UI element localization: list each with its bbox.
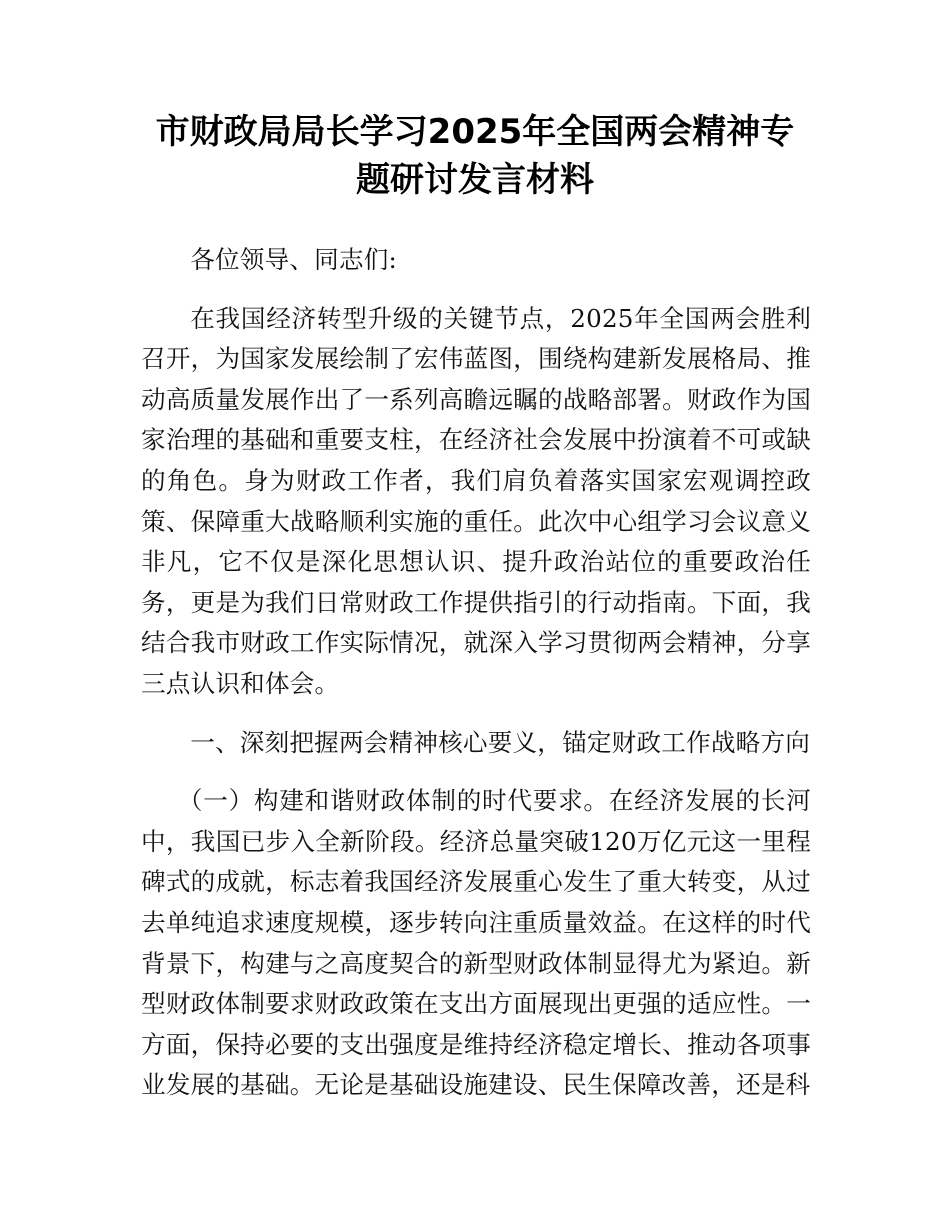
document-body bbox=[141, 240, 811, 1124]
salutation: 各位领导、同志们: bbox=[190, 245, 398, 274]
section-heading: 一、深刻把握两会精神核心要义，锚定财政工作战略方向 bbox=[190, 727, 811, 757]
document-title: 市财政局局长学习2025年全国两会精神专题研讨发言材料 bbox=[155, 112, 795, 200]
subsection-paragraph: （一）构建和谐财政体制的时代要求。在经济发展的长河中，我国已步入全新阶段。经济总量突破120万亿元这一里程碑式的成就，标志着我国经济发展重心发生了重大转变，从过去单纯追求速度规模，逐步转向注重质量效益。在这样的时代背景下，构建与之高度契合的新型财政体制显得尤为紧迫。新型财政体制要求财政政策在支出方面展现出更强的适应性。一方面，保持必要的支出强度是维持经济稳定增长、推动各项事业发展的基础。无论是基础设施建设、民生保障改善，还是科 bbox=[141, 786, 811, 1100]
intro-paragraph: 在我国经济转型升级的关键节点，2025年全国两会胜利召开，为国家发展绘制了宏伟蓝图，围绕构建新发展格局、推动高质量发展作出了一系列高瞻远瞩的战略部署。财政作为国家治理的基础和重要支柱，在经济社会发展中扮演着不可或缺的角色。身为财政工作者，我们肩负着落实国家宏观调控政策、保障重大战略顺利实施的重任。此次中心组学习会议意义非凡，它不仅是深化思想认识、提升政治站位的重要政治任务，更是为我们日常财政工作提供指引的行动指南。下面，我结合我市财政工作实际情况，就深入学习贯彻两会精神，分享三点认识和体会。 bbox=[141, 303, 811, 698]
